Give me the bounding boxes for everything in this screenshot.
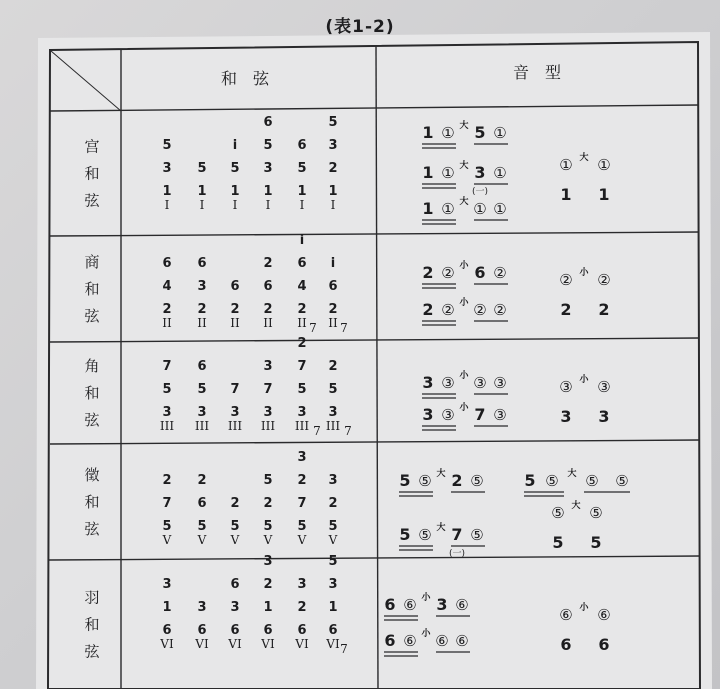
chord-note: 3	[328, 473, 338, 488]
chord-note: 3	[263, 405, 273, 420]
pattern-circled-note: ①	[493, 200, 507, 218]
pattern-marker: 大	[436, 523, 446, 533]
roman-numeral: VI	[195, 637, 209, 651]
pattern-note: 3	[422, 405, 434, 424]
chord-note: 6	[197, 496, 207, 511]
roman-numeral: II	[197, 316, 207, 330]
chord-note: 5	[297, 382, 307, 397]
chord-note: 2	[297, 336, 307, 351]
pattern-circled-note: ⑥	[435, 632, 449, 650]
roman-numeral: VI	[160, 637, 174, 651]
pattern-note: 5	[474, 123, 486, 142]
chord-note: 1	[197, 184, 207, 199]
pattern-circled-note: ③	[473, 374, 487, 392]
chord-note: 7	[297, 496, 307, 511]
numeral-subscript: 7	[344, 424, 352, 438]
chord-note: 3	[197, 279, 207, 294]
roman-numeral: V	[230, 533, 240, 547]
roman-numeral: II	[297, 316, 307, 330]
chord-note: 6	[297, 138, 307, 153]
chord-note: 6	[197, 359, 207, 374]
chord-note: 5	[263, 138, 273, 153]
roman-numeral: I	[199, 198, 205, 212]
roman-numeral: I	[232, 198, 238, 212]
pattern-marker: 小	[459, 371, 469, 381]
pattern-marker: 大	[567, 469, 577, 479]
chord-note: 5	[328, 382, 338, 397]
chord-note: 2	[162, 302, 172, 317]
roman-numeral: III	[325, 419, 341, 433]
chord-note: 4	[297, 279, 307, 294]
roman-numeral: III	[260, 419, 276, 433]
chord-note: 3	[197, 405, 207, 420]
pattern-circled-note: ①	[473, 200, 487, 218]
chord-note: 2	[328, 302, 338, 317]
chord-note: 2	[297, 473, 307, 488]
chord-note: 2	[263, 577, 273, 592]
pattern-note: 2	[422, 300, 434, 319]
side-note: 5	[590, 533, 602, 552]
pattern-note: 7	[474, 405, 486, 424]
side-circled-note: ①	[559, 156, 573, 174]
side-note: 6	[598, 635, 610, 654]
pattern-circled-note: ①	[493, 164, 507, 182]
pattern-note: 6	[384, 595, 396, 614]
pattern-note: 6	[384, 631, 396, 650]
side-note: 6	[560, 635, 572, 654]
pattern-circled-note: ⑤	[470, 472, 484, 490]
pattern-circled-note: ⑥	[455, 596, 469, 614]
chord-note: 6	[230, 623, 240, 638]
pattern-note: 5	[524, 471, 536, 490]
chord-note: 1	[162, 184, 172, 199]
chord-note: 3	[162, 405, 172, 420]
chord-note: 2	[297, 302, 307, 317]
pattern-marker: 小	[421, 629, 431, 639]
chord-name-char: 商	[84, 253, 100, 271]
side-circled-note: ⑤	[589, 504, 603, 522]
chord-note: i	[232, 138, 238, 153]
chord-note: 6	[230, 577, 240, 592]
chord-note: 2	[162, 473, 172, 488]
chord-note: 1	[263, 600, 273, 615]
chord-note: 2	[230, 496, 240, 511]
side-marker: 小	[579, 268, 589, 278]
pattern-circled-note: ⑤	[615, 472, 629, 490]
chord-note: 5	[197, 519, 207, 534]
pattern-note: 1	[422, 123, 434, 142]
paper-page	[36, 32, 712, 689]
chord-note: 5	[162, 382, 172, 397]
chord-note: 5	[263, 519, 273, 534]
roman-numeral: V	[197, 533, 207, 547]
chord-note: 6	[328, 279, 338, 294]
roman-numeral: VI	[261, 637, 275, 651]
pattern-circled-note: ②	[441, 264, 455, 282]
chord-note: 3	[263, 554, 273, 569]
side-circled-note: ⑥	[559, 606, 573, 624]
side-circled-note: ②	[597, 271, 611, 289]
chord-note: 6	[297, 623, 307, 638]
chord-note: 5	[328, 115, 338, 130]
roman-numeral: V	[297, 533, 307, 547]
roman-numeral: II	[230, 316, 240, 330]
table-caption: (表1-2)	[325, 17, 395, 37]
chord-note: 3	[297, 450, 307, 465]
chord-note: 1	[297, 184, 307, 199]
chord-note: 2	[197, 473, 207, 488]
pattern-annotation: (一)	[471, 187, 489, 197]
pattern-circled-note: ①	[441, 200, 455, 218]
chord-note: 5	[197, 382, 207, 397]
numeral-subscript: 7	[309, 321, 317, 335]
chord-note: 5	[328, 519, 338, 534]
pattern-circled-note: ①	[441, 124, 455, 142]
roman-numeral: VI	[326, 637, 340, 651]
roman-numeral: I	[265, 198, 271, 212]
chord-note: 3	[197, 600, 207, 615]
pattern-note: 3	[436, 595, 448, 614]
chord-note: 3	[328, 405, 338, 420]
roman-numeral: I	[330, 198, 336, 212]
chord-note: 5	[230, 519, 240, 534]
roman-numeral: I	[299, 198, 305, 212]
chord-note: 2	[328, 359, 338, 374]
header-patterns: 音 型	[512, 63, 562, 82]
roman-numeral: VI	[295, 637, 309, 651]
chord-note: 1	[162, 600, 172, 615]
chord-note: 6	[263, 623, 273, 638]
side-circled-note: ③	[559, 378, 573, 396]
chord-note: 5	[263, 473, 273, 488]
side-marker: 大	[579, 153, 589, 163]
chord-note: 3	[230, 600, 240, 615]
pattern-circled-note: ①	[441, 164, 455, 182]
chord-note: 7	[297, 359, 307, 374]
chord-note: 3	[230, 405, 240, 420]
pattern-annotation: (一)	[448, 549, 466, 559]
chord-note: 2	[328, 496, 338, 511]
side-circled-note: ①	[597, 156, 611, 174]
pattern-marker: 小	[421, 593, 431, 603]
chord-note: 5	[197, 161, 207, 176]
chord-name-char: 弦	[84, 411, 100, 429]
chord-note: 7	[162, 496, 172, 511]
side-circled-note: ⑤	[551, 504, 565, 522]
pattern-circled-note: ②	[493, 301, 507, 319]
side-marker: 大	[571, 501, 581, 511]
pattern-note: 7	[451, 525, 463, 544]
chord-note: 1	[328, 600, 338, 615]
pattern-circled-note: ②	[473, 301, 487, 319]
pattern-circled-note: ③	[441, 406, 455, 424]
chord-note: 5	[328, 554, 338, 569]
side-note: 3	[598, 407, 610, 426]
chord-note: 1	[230, 184, 240, 199]
chord-name-char: 和	[84, 615, 100, 634]
pattern-circled-note: ⑥	[455, 632, 469, 650]
chord-note: 1	[328, 184, 338, 199]
chord-note: 3	[328, 138, 338, 153]
chord-name-char: 宫	[84, 137, 100, 156]
pattern-marker: 大	[436, 469, 446, 479]
chord-note: 6	[263, 279, 273, 294]
numeral-subscript: 7	[340, 642, 348, 656]
roman-numeral: V	[162, 533, 172, 547]
pattern-circled-note: ⑥	[403, 632, 417, 650]
chord-note: 7	[162, 359, 172, 374]
roman-numeral: V	[328, 533, 338, 547]
chord-note: 5	[162, 519, 172, 534]
header-chords: 和 弦	[220, 69, 270, 88]
chord-name-char: 羽	[84, 588, 100, 607]
roman-numeral: VI	[228, 637, 242, 651]
pattern-circled-note: ⑤	[418, 526, 432, 544]
chord-note: 7	[263, 382, 273, 397]
pattern-circled-note: ⑤	[418, 472, 432, 490]
pattern-note: 3	[474, 163, 486, 182]
chord-note: 7	[230, 382, 240, 397]
side-note: 5	[552, 533, 564, 552]
pattern-marker: 小	[459, 403, 469, 413]
pattern-circled-note: ③	[493, 406, 507, 424]
chord-note: 2	[297, 600, 307, 615]
chord-name-char: 和	[84, 384, 100, 402]
side-note: 2	[598, 300, 610, 319]
roman-numeral: III	[194, 419, 210, 433]
roman-numeral: II	[162, 316, 172, 330]
chord-note: 2	[230, 302, 240, 317]
chord-note: 3	[328, 577, 338, 592]
chord-note: 3	[263, 359, 273, 374]
chord-note: 2	[328, 161, 338, 176]
chord-note: 6	[162, 256, 172, 271]
pattern-marker: 大	[459, 197, 469, 207]
roman-numeral: II	[263, 316, 273, 330]
roman-numeral: III	[294, 419, 310, 433]
pattern-circled-note: ⑤	[585, 472, 599, 490]
chord-note: 3	[263, 161, 273, 176]
chord-note: 6	[263, 115, 273, 130]
pattern-circled-note: ③	[493, 374, 507, 392]
chord-note: 5	[297, 519, 307, 534]
chord-note: 6	[230, 279, 240, 294]
side-marker: 小	[579, 375, 589, 385]
chord-note: 6	[297, 256, 307, 271]
chord-note: 6	[328, 623, 338, 638]
pattern-note: 1	[422, 199, 434, 218]
pattern-circled-note: ②	[493, 264, 507, 282]
chord-note: 6	[197, 256, 207, 271]
numeral-subscript: 7	[340, 321, 348, 335]
chord-note: 6	[197, 623, 207, 638]
chord-note: 2	[197, 302, 207, 317]
pattern-note: 6	[474, 263, 486, 282]
pattern-note: 2	[422, 263, 434, 282]
chord-name-char: 和	[84, 280, 100, 298]
pattern-marker: 大	[459, 121, 469, 131]
pattern-note: 2	[451, 471, 463, 490]
chord-note: i	[299, 233, 305, 248]
chord-note: i	[330, 256, 336, 271]
side-circled-note: ②	[559, 271, 573, 289]
pattern-circled-note: ⑤	[470, 526, 484, 544]
roman-numeral: III	[227, 419, 243, 433]
chord-note: 6	[162, 623, 172, 638]
pattern-circled-note: ⑥	[403, 596, 417, 614]
pattern-circled-note: ①	[493, 124, 507, 142]
chord-note: 5	[297, 161, 307, 176]
chord-note: 4	[162, 279, 172, 294]
chord-name-char: 弦	[84, 642, 100, 661]
chord-name-char: 和	[84, 164, 100, 183]
pattern-note: 5	[399, 525, 411, 544]
chord-name-char: 弦	[84, 520, 100, 538]
chord-note: 3	[162, 161, 172, 176]
pattern-marker: 小	[459, 261, 469, 271]
chord-name-char: 弦	[84, 191, 100, 210]
chord-name-char: 角	[84, 357, 100, 375]
pattern-circled-note: ⑤	[545, 472, 559, 490]
side-note: 1	[560, 185, 572, 204]
chord-note: 3	[297, 405, 307, 420]
chord-note: 2	[263, 302, 273, 317]
roman-numeral: V	[263, 533, 273, 547]
roman-numeral: I	[164, 198, 170, 212]
chord-note: 1	[263, 184, 273, 199]
chord-note: 2	[263, 256, 273, 271]
pattern-note: 1	[422, 163, 434, 182]
roman-numeral: III	[159, 419, 175, 433]
roman-numeral: II	[328, 316, 338, 330]
chord-name-char: 弦	[84, 307, 100, 325]
pattern-circled-note: ②	[441, 301, 455, 319]
chord-note: 3	[297, 577, 307, 592]
chord-note: 5	[162, 138, 172, 153]
side-circled-note: ③	[597, 378, 611, 396]
pattern-note: 3	[422, 373, 434, 392]
side-note: 1	[598, 185, 610, 204]
pattern-marker: 大	[459, 161, 469, 171]
side-note: 3	[560, 407, 572, 426]
pattern-note: 5	[399, 471, 411, 490]
side-circled-note: ⑥	[597, 606, 611, 624]
chord-name-char: 徵	[84, 466, 100, 484]
chord-note: 2	[263, 496, 273, 511]
pattern-marker: 小	[459, 298, 469, 308]
chord-name-char: 和	[84, 493, 100, 511]
side-note: 2	[560, 300, 572, 319]
pattern-circled-note: ③	[441, 374, 455, 392]
numeral-subscript: 7	[313, 424, 321, 438]
chord-note: 3	[162, 577, 172, 592]
side-marker: 小	[579, 603, 589, 613]
chord-note: 5	[230, 161, 240, 176]
